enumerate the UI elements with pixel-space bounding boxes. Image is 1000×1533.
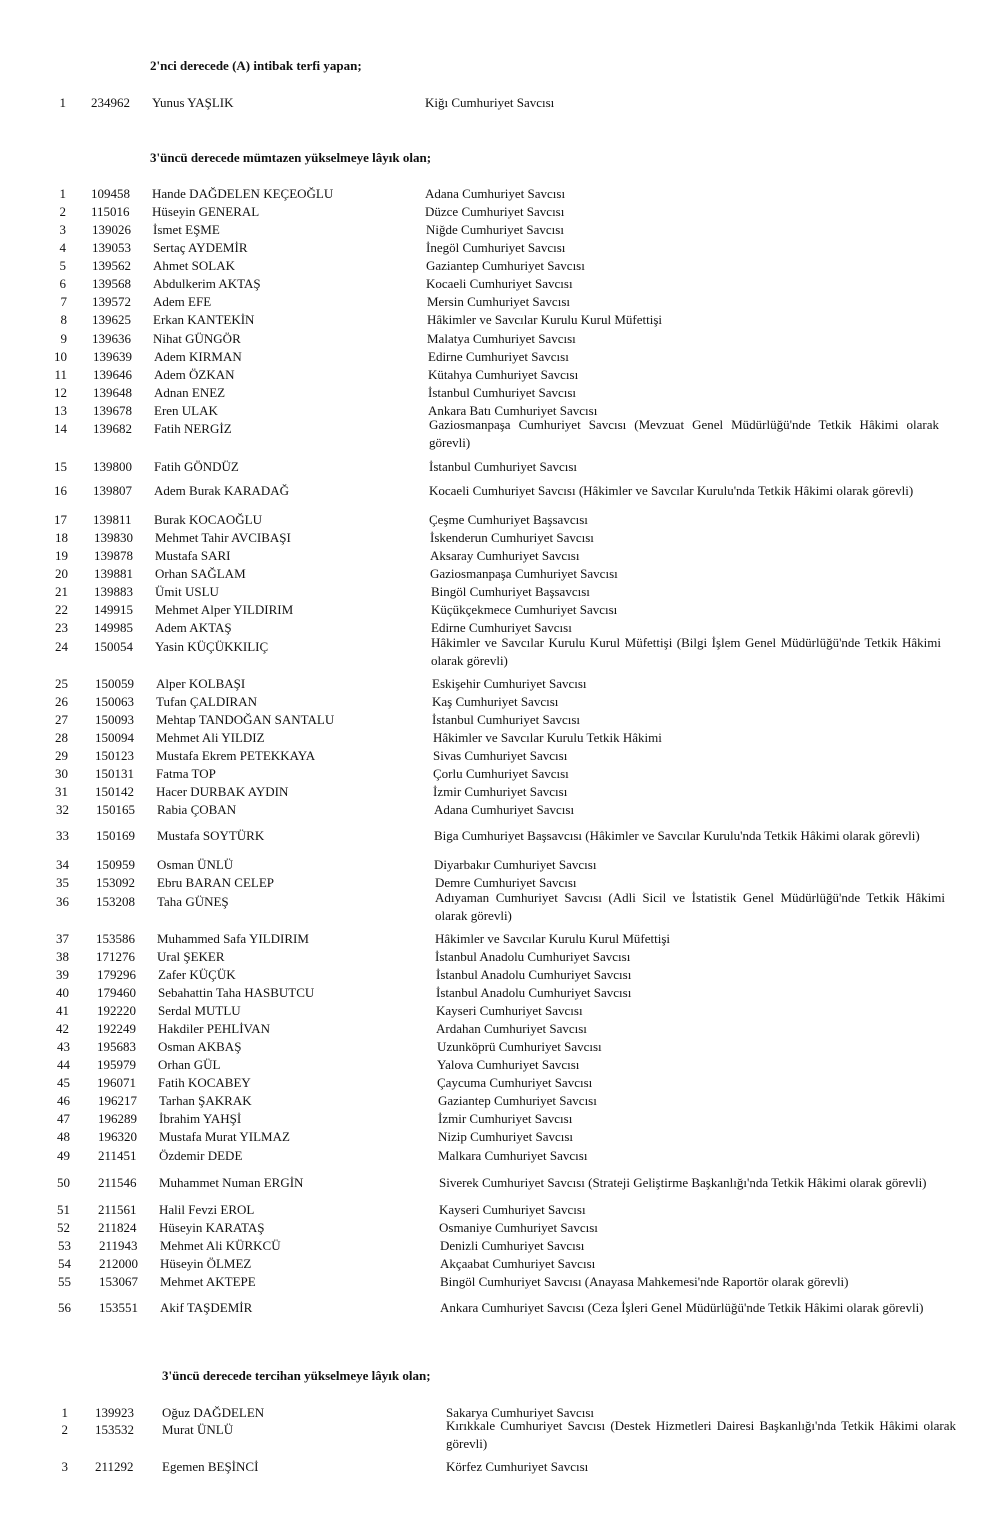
registry-number: 150063 xyxy=(95,694,134,709)
registry-number: 139923 xyxy=(95,1405,134,1420)
row-number: 44 xyxy=(57,1057,70,1072)
person-name: Murat ÜNLÜ xyxy=(162,1422,234,1437)
position-title: Çorlu Cumhuriyet Savcısı xyxy=(433,766,569,781)
person-name: Hakdiler PEHLİVAN xyxy=(158,1021,271,1036)
person-name: Hande DAĞDELEN KEÇEOĞLU xyxy=(152,186,334,201)
position-title: Uzunköprü Cumhuriyet Savcısı xyxy=(437,1039,602,1054)
position-title: Biga Cumhuriyet Başsavcısı (Hâkimler ve Savcılar Kurulu'nda Tetkik Hâkimi olarak görevli) xyxy=(434,828,920,843)
person-name: Hüseyin ÖLMEZ xyxy=(160,1256,252,1271)
registry-number: 139800 xyxy=(93,459,132,474)
position-title: Demre Cumhuriyet Savcısı xyxy=(435,875,577,890)
person-name: Adem EFE xyxy=(153,294,212,309)
position-title: Kocaeli Cumhuriyet Savcısı xyxy=(426,276,573,291)
position-title: Malatya Cumhuriyet Savcısı xyxy=(427,331,576,346)
person-name: Alper KOLBAŞI xyxy=(156,676,246,691)
section-heading: 3'üncü derecede mümtazen yükselmeye lâyık olan; xyxy=(150,150,432,165)
row-number: 31 xyxy=(55,784,68,799)
registry-number: 153551 xyxy=(99,1300,138,1315)
position-title: Edirne Cumhuriyet Savcısı xyxy=(431,620,572,635)
registry-number: 179296 xyxy=(97,967,136,982)
person-name: Orhan GÜL xyxy=(158,1057,221,1072)
person-name: Yunus YAŞLIK xyxy=(152,95,234,110)
position-title: Ankara Batı Cumhuriyet Savcısı xyxy=(428,403,598,418)
row-number: 26 xyxy=(55,694,68,709)
position-title: İstanbul Cumhuriyet Savcısı xyxy=(429,459,578,474)
position-title: Niğde Cumhuriyet Savcısı xyxy=(426,222,564,237)
row-number: 22 xyxy=(55,602,68,617)
row-number: 38 xyxy=(56,949,69,964)
position-title: Gaziosmanpaşa Cumhuriyet Savcısı (Mevzuat Genel Müdürlüğü'nde Tetkik Hâkimi olarak görevli) xyxy=(429,417,939,450)
registry-number: 211943 xyxy=(99,1238,138,1253)
row-number: 56 xyxy=(58,1300,71,1315)
position-title: Ankara Cumhuriyet Savcısı (Ceza İşleri Genel Müdürlüğü'nde Tetkik Hâkimi olarak görevli) xyxy=(440,1300,924,1315)
person-name: Erkan KANTEKİN xyxy=(153,312,255,327)
person-name: Mustafa Ekrem PETEKKAYA xyxy=(156,748,316,763)
registry-number: 139682 xyxy=(93,421,132,436)
registry-number: 150094 xyxy=(95,730,134,745)
row-number: 40 xyxy=(56,985,69,1000)
row-number: 15 xyxy=(54,459,67,474)
position-title: Sivas Cumhuriyet Savcısı xyxy=(433,748,568,763)
person-name: İbrahim YAHŞİ xyxy=(159,1111,242,1126)
row-number: 32 xyxy=(56,802,69,817)
person-name: Adnan ENEZ xyxy=(154,385,226,400)
registry-number: 109458 xyxy=(91,186,130,201)
row-number: 3 xyxy=(61,1459,68,1474)
row-number: 6 xyxy=(59,276,66,291)
row-number: 12 xyxy=(54,385,67,400)
registry-number: 139572 xyxy=(92,294,131,309)
registry-number: 211292 xyxy=(95,1459,134,1474)
position-title: Gaziantep Cumhuriyet Savcısı xyxy=(438,1093,597,1108)
registry-number: 139625 xyxy=(92,312,131,327)
position-title: İstanbul Cumhuriyet Savcısı xyxy=(432,712,581,727)
registry-number: 139568 xyxy=(92,276,131,291)
row-number: 7 xyxy=(60,294,67,309)
row-number: 50 xyxy=(57,1175,70,1190)
registry-number: 211561 xyxy=(98,1202,137,1217)
registry-number: 211546 xyxy=(98,1175,137,1190)
position-title: Sakarya Cumhuriyet Savcısı xyxy=(446,1405,595,1420)
registry-number: 139053 xyxy=(92,240,131,255)
position-title: Ardahan Cumhuriyet Savcısı xyxy=(436,1021,587,1036)
person-name: Orhan SAĞLAM xyxy=(155,566,246,581)
position-title: İnegöl Cumhuriyet Savcısı xyxy=(426,240,566,255)
position-title: Hâkimler ve Savcılar Kurulu Kurul Müfettişi (Bilgi İşlem Genel Müdürlüğü'nde Tetkik Hâkimi olarak görevli) xyxy=(431,635,941,668)
registry-number: 150054 xyxy=(94,639,133,654)
position-title: Körfez Cumhuriyet Savcısı xyxy=(446,1459,589,1474)
person-name: Ümit USLU xyxy=(155,584,219,599)
person-name: Tarhan ŞAKRAK xyxy=(159,1093,252,1108)
registry-number: 153067 xyxy=(99,1274,138,1289)
registry-number: 196071 xyxy=(97,1075,136,1090)
registry-number: 139883 xyxy=(94,584,133,599)
person-name: Mustafa SOYTÜRK xyxy=(157,828,265,843)
registry-number: 150123 xyxy=(95,748,134,763)
registry-number: 150131 xyxy=(95,766,134,781)
row-number: 14 xyxy=(54,421,67,436)
registry-number: 153532 xyxy=(95,1422,134,1437)
person-name: Ahmet SOLAK xyxy=(153,258,235,273)
registry-number: 150959 xyxy=(96,857,135,872)
person-name: Yasin KÜÇÜKKILIÇ xyxy=(155,639,269,654)
person-name: Adem ÖZKAN xyxy=(154,367,235,382)
person-name: Tufan ÇALDIRAN xyxy=(156,694,257,709)
position-title: Adana Cumhuriyet Savcısı xyxy=(434,802,575,817)
person-name: Mustafa Murat YILMAZ xyxy=(159,1129,290,1144)
person-name: Özdemir DEDE xyxy=(159,1148,243,1163)
row-number: 36 xyxy=(56,894,69,909)
person-name: Burak KOCAOĞLU xyxy=(154,512,262,527)
section-heading: 3'üncü derecede tercihan yükselmeye lâyık olan; xyxy=(162,1368,431,1383)
person-name: Adem AKTAŞ xyxy=(155,620,232,635)
position-title: Çaycuma Cumhuriyet Savcısı xyxy=(437,1075,593,1090)
registry-number: 153586 xyxy=(96,931,135,946)
position-title: Kırıkkale Cumhuriyet Savcısı (Destek Hizmetleri Dairesi Başkanlığı'nda Tetkik Hâkimi olarak görevli) xyxy=(446,1418,956,1451)
row-number: 29 xyxy=(55,748,68,763)
row-number: 1 xyxy=(59,186,66,201)
row-number: 2 xyxy=(59,204,66,219)
person-name: Mustafa SARI xyxy=(155,548,231,563)
row-number: 53 xyxy=(58,1238,71,1253)
row-number: 21 xyxy=(55,584,68,599)
person-name: Mehmet AKTEPE xyxy=(160,1274,256,1289)
row-number: 10 xyxy=(54,349,67,364)
person-name: Egemen BEŞİNCİ xyxy=(162,1459,259,1474)
registry-number: 150142 xyxy=(95,784,134,799)
row-number: 34 xyxy=(56,857,69,872)
registry-number: 139636 xyxy=(92,331,131,346)
position-title: Küçükçekmece Cumhuriyet Savcısı xyxy=(431,602,618,617)
row-number: 4 xyxy=(59,240,66,255)
row-number: 46 xyxy=(57,1093,70,1108)
row-number: 8 xyxy=(60,312,67,327)
row-number: 5 xyxy=(59,258,66,273)
position-title: Kiğı Cumhuriyet Savcısı xyxy=(425,95,555,110)
row-number: 47 xyxy=(57,1111,70,1126)
position-title: Kütahya Cumhuriyet Savcısı xyxy=(428,367,579,382)
position-title: Bingöl Cumhuriyet Savcısı (Anayasa Mahkemesi'nde Raportör olarak görevli) xyxy=(440,1274,849,1289)
position-title: Hâkimler ve Savcılar Kurulu Kurul Müfettişi xyxy=(435,931,671,946)
person-name: Mehtap TANDOĞAN SANTALU xyxy=(156,712,335,727)
registry-number: 196320 xyxy=(98,1129,137,1144)
person-name: Abdulkerim AKTAŞ xyxy=(153,276,261,291)
position-title: Mersin Cumhuriyet Savcısı xyxy=(427,294,570,309)
registry-number: 211451 xyxy=(98,1148,137,1163)
registry-number: 139830 xyxy=(94,530,133,545)
registry-number: 115016 xyxy=(91,204,130,219)
registry-number: 150093 xyxy=(95,712,134,727)
position-title: Hâkimler ve Savcılar Kurulu Kurul Müfettişi xyxy=(427,312,663,327)
position-title: Kaş Cumhuriyet Savcısı xyxy=(432,694,559,709)
registry-number: 139639 xyxy=(93,349,132,364)
position-title: Diyarbakır Cumhuriyet Savcısı xyxy=(434,857,597,872)
position-title: İzmir Cumhuriyet Savcısı xyxy=(433,784,568,799)
registry-number: 139811 xyxy=(93,512,132,527)
person-name: Muhammet Numan ERGİN xyxy=(159,1175,304,1190)
position-title: Eskişehir Cumhuriyet Savcısı xyxy=(432,676,587,691)
registry-number: 171276 xyxy=(96,949,135,964)
row-number: 19 xyxy=(55,548,68,563)
position-title: Siverek Cumhuriyet Savcısı (Strateji Geliştirme Başkanlığı'nda Tetkik Hâkimi olarak görevli) xyxy=(439,1175,927,1190)
row-number: 48 xyxy=(57,1129,70,1144)
position-title: Hâkimler ve Savcılar Kurulu Tetkik Hâkimi xyxy=(433,730,662,745)
registry-number: 139646 xyxy=(93,367,132,382)
row-number: 3 xyxy=(59,222,66,237)
person-name: Mehmet Alper YILDIRIM xyxy=(155,602,294,617)
registry-number: 153208 xyxy=(96,894,135,909)
position-title: Düzce Cumhuriyet Savcısı xyxy=(425,204,565,219)
person-name: Serdal MUTLU xyxy=(158,1003,241,1018)
position-title: Osmaniye Cumhuriyet Savcısı xyxy=(439,1220,598,1235)
row-number: 16 xyxy=(54,483,67,498)
section-heading: 2'nci derecede (A) intibak terfi yapan; xyxy=(150,58,362,73)
person-name: Mehmet Tahir AVCIBAŞI xyxy=(155,530,291,545)
registry-number: 150059 xyxy=(95,676,134,691)
position-title: Yalova Cumhuriyet Savcısı xyxy=(437,1057,580,1072)
person-name: Ebru BARAN CELEP xyxy=(157,875,274,890)
registry-number: 150169 xyxy=(96,828,135,843)
row-number: 37 xyxy=(56,931,69,946)
row-number: 25 xyxy=(55,676,68,691)
person-name: Hüseyin KARATAŞ xyxy=(159,1220,265,1235)
registry-number: 195683 xyxy=(97,1039,136,1054)
position-title: Adıyaman Cumhuriyet Savcısı (Adli Sicil ve İstatistik Genel Müdürlüğü'nde Tetkik Hâkimi olarak görevli) xyxy=(435,890,945,923)
row-number: 45 xyxy=(57,1075,70,1090)
row-number: 52 xyxy=(57,1220,70,1235)
row-number: 43 xyxy=(57,1039,70,1054)
registry-number: 139648 xyxy=(93,385,132,400)
row-number: 11 xyxy=(54,367,67,382)
row-number: 13 xyxy=(54,403,67,418)
position-title: Denizli Cumhuriyet Savcısı xyxy=(440,1238,585,1253)
position-title: İstanbul Anadolu Cumhuriyet Savcısı xyxy=(435,949,631,964)
row-number: 41 xyxy=(56,1003,69,1018)
row-number: 1 xyxy=(61,1405,68,1420)
row-number: 23 xyxy=(55,620,68,635)
person-name: Ural ŞEKER xyxy=(157,949,225,964)
person-name: Eren ULAK xyxy=(154,403,218,418)
row-number: 1 xyxy=(59,95,66,110)
registry-number: 179460 xyxy=(97,985,136,1000)
person-name: Nihat GÜNGÖR xyxy=(153,331,241,346)
row-number: 42 xyxy=(56,1021,69,1036)
person-name: Sebahattin Taha HASBUTCU xyxy=(158,985,315,1000)
position-title: İstanbul Anadolu Cumhuriyet Savcısı xyxy=(436,967,632,982)
position-title: Aksaray Cumhuriyet Savcısı xyxy=(430,548,580,563)
row-number: 55 xyxy=(58,1274,71,1289)
person-name: Osman AKBAŞ xyxy=(158,1039,242,1054)
row-number: 18 xyxy=(55,530,68,545)
position-title: Malkara Cumhuriyet Savcısı xyxy=(438,1148,588,1163)
registry-number: 139807 xyxy=(93,483,132,498)
position-title: Nizip Cumhuriyet Savcısı xyxy=(438,1129,574,1144)
person-name: Fatma TOP xyxy=(156,766,216,781)
row-number: 54 xyxy=(58,1256,71,1271)
person-name: Oğuz DAĞDELEN xyxy=(162,1405,265,1420)
row-number: 35 xyxy=(56,875,69,890)
person-name: Rabia ÇOBAN xyxy=(157,802,237,817)
registry-number: 139562 xyxy=(92,258,131,273)
registry-number: 149915 xyxy=(94,602,133,617)
registry-number: 192249 xyxy=(97,1021,136,1036)
registry-number: 212000 xyxy=(99,1256,138,1271)
row-number: 51 xyxy=(57,1202,70,1217)
person-name: Akif TAŞDEMİR xyxy=(160,1300,253,1315)
position-title: İstanbul Anadolu Cumhuriyet Savcısı xyxy=(436,985,632,1000)
person-name: Adem KIRMAN xyxy=(154,349,242,364)
registry-number: 139026 xyxy=(92,222,131,237)
registry-number: 196217 xyxy=(98,1093,137,1108)
person-name: Fatih NERGİZ xyxy=(154,421,232,436)
person-name: İsmet EŞME xyxy=(153,222,220,237)
position-title: Edirne Cumhuriyet Savcısı xyxy=(428,349,569,364)
person-name: Hacer DURBAK AYDIN xyxy=(156,784,289,799)
position-title: İstanbul Cumhuriyet Savcısı xyxy=(428,385,577,400)
registry-number: 149985 xyxy=(94,620,133,635)
position-title: Akçaabat Cumhuriyet Savcısı xyxy=(440,1256,596,1271)
person-name: Mehmet Ali KÜRKCÜ xyxy=(160,1238,281,1253)
registry-number: 196289 xyxy=(98,1111,137,1126)
position-title: İskenderun Cumhuriyet Savcısı xyxy=(430,530,594,545)
person-name: Sertaç AYDEMİR xyxy=(153,240,248,255)
person-name: Osman ÜNLÜ xyxy=(157,857,234,872)
position-title: Gaziosmanpaşa Cumhuriyet Savcısı xyxy=(430,566,618,581)
person-name: Muhammed Safa YILDIRIM xyxy=(157,931,309,946)
registry-number: 139881 xyxy=(94,566,133,581)
position-title: Kocaeli Cumhuriyet Savcısı (Hâkimler ve Savcılar Kurulu'nda Tetkik Hâkimi olarak görevli) xyxy=(429,483,914,498)
row-number: 9 xyxy=(60,331,67,346)
registry-number: 192220 xyxy=(97,1003,136,1018)
row-number: 49 xyxy=(57,1148,70,1163)
person-name: Taha GÜNEŞ xyxy=(157,894,229,909)
registry-number: 139878 xyxy=(94,548,133,563)
person-name: Adem Burak KARADAĞ xyxy=(154,483,290,498)
registry-number: 234962 xyxy=(91,95,130,110)
position-title: Adana Cumhuriyet Savcısı xyxy=(425,186,566,201)
row-number: 2 xyxy=(61,1422,68,1437)
row-number: 27 xyxy=(55,712,68,727)
registry-number: 195979 xyxy=(97,1057,136,1072)
registry-number: 150165 xyxy=(96,802,135,817)
person-name: Hüseyin GENERAL xyxy=(152,204,260,219)
registry-number: 139678 xyxy=(93,403,132,418)
position-title: İzmir Cumhuriyet Savcısı xyxy=(438,1111,573,1126)
position-title: Kayseri Cumhuriyet Savcısı xyxy=(436,1003,583,1018)
position-title: Gaziantep Cumhuriyet Savcısı xyxy=(426,258,585,273)
person-name: Zafer KÜÇÜK xyxy=(158,967,236,982)
row-number: 30 xyxy=(55,766,68,781)
person-name: Halil Fevzi EROL xyxy=(159,1202,255,1217)
person-name: Fatih GÖNDÜZ xyxy=(154,459,239,474)
row-number: 28 xyxy=(55,730,68,745)
registry-number: 153092 xyxy=(96,875,135,890)
position-title: Bingöl Cumhuriyet Başsavcısı xyxy=(431,584,590,599)
row-number: 39 xyxy=(56,967,69,982)
row-number: 17 xyxy=(54,512,67,527)
row-number: 33 xyxy=(56,828,69,843)
row-number: 20 xyxy=(55,566,68,581)
person-name: Mehmet Ali YILDIZ xyxy=(156,730,265,745)
registry-number: 211824 xyxy=(98,1220,137,1235)
position-title: Çeşme Cumhuriyet Başsavcısı xyxy=(429,512,588,527)
person-name: Fatih KOCABEY xyxy=(158,1075,251,1090)
position-title: Kayseri Cumhuriyet Savcısı xyxy=(439,1202,586,1217)
row-number: 24 xyxy=(55,639,68,654)
